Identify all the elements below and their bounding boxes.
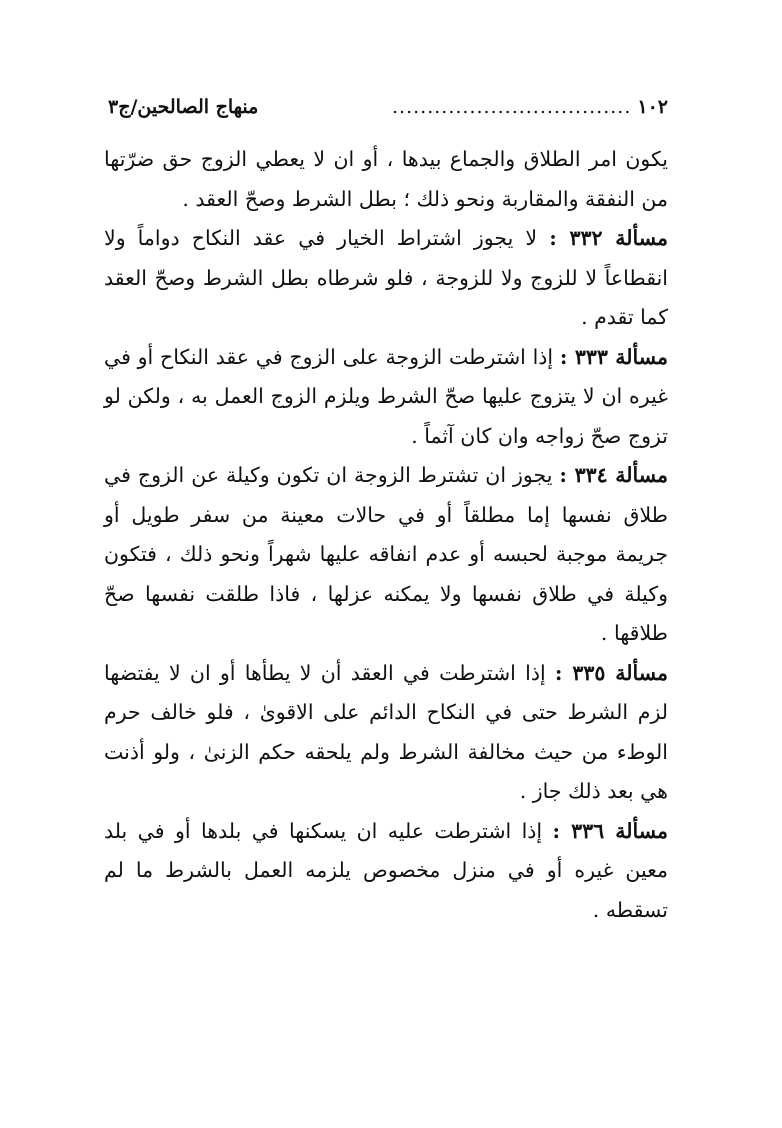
leader-dots: .................................. — [392, 96, 632, 118]
issue-335 — [104, 654, 668, 812]
page-number: ١٠٢ — [637, 96, 668, 118]
page-header — [108, 93, 668, 121]
issue-label: مسألة ٣٣٦ : — [552, 818, 668, 843]
issue-333 — [104, 338, 668, 457]
paragraph-text: لا يجوز اشتراط الخيار في عقد النكاح دواماً ولا انقطاعاً لا للزوج ولا للزوجة ، فلو شرطاه بطل الشرط وصحّ العقد كما تقدم . — [104, 226, 668, 329]
paragraph-text: إذا اشترطت عليه ان يسكنها في بلدها أو في بلد معين غيره أو في منزل مخصوص يلزمه العمل بالشرط ما لم تسقطه . — [104, 818, 668, 922]
running-title: منهاج الصالحين/ج٣ — [108, 96, 259, 118]
paragraph-text: يجوز ان تشترط الزوجة ان تكون وكيلة عن الزوج في طلاق نفسها إما مطلقاً أو في حالات معينة من سفر طويل أو جريمة موجبة لحبسه أو عدم انفاقه عليها شهراً ونحو ذلك ، فتكون وكيلة في طلاق نفسها ولا يمكنه عزلها ، فاذا طلقت نفسها صحّ طلاقها . — [104, 463, 668, 645]
paragraph-text: إذا اشترطت الزوجة على الزوج في عقد النكاح أو في غيره ان لا يتزوج عليها صحّ الشرط ويلزم الزوج العمل به ، ولكن لو تزوج صحّ زواجه وان كان آثماً . — [104, 344, 668, 448]
paragraph-text: إذا اشترطت في العقد أن لا يطأها أو ان لا يفتضها لزم الشرط حتى في النكاح الدائم على الاقوىٰ ، فلو خالف حرم الوطء من حيث مخالفة الشرط ولم يلحقه حكم الزنىٰ ، ولو أذنت هي بعد ذلك جاز . — [104, 660, 668, 803]
issue-334 — [104, 456, 668, 654]
paragraph-text: يكون امر الطلاق والجماع بيدها ، أو ان لا يعطي الزوج حق ضرّتها من النفقة والمقاربة ونحو ذلك ؛ بطل الشرط وصحّ العقد . — [104, 147, 668, 211]
issue-label: مسألة ٣٣٤ : — [559, 463, 668, 487]
paragraph-continuation — [104, 140, 668, 219]
issue-label: مسألة ٣٣٥ : — [554, 660, 668, 685]
page-body — [104, 140, 668, 930]
issue-336 — [104, 812, 668, 931]
issue-332 — [104, 219, 668, 338]
issue-label: مسألة ٣٣٣ : — [559, 344, 668, 369]
issue-label: مسألة ٣٣٢ : — [549, 226, 668, 250]
